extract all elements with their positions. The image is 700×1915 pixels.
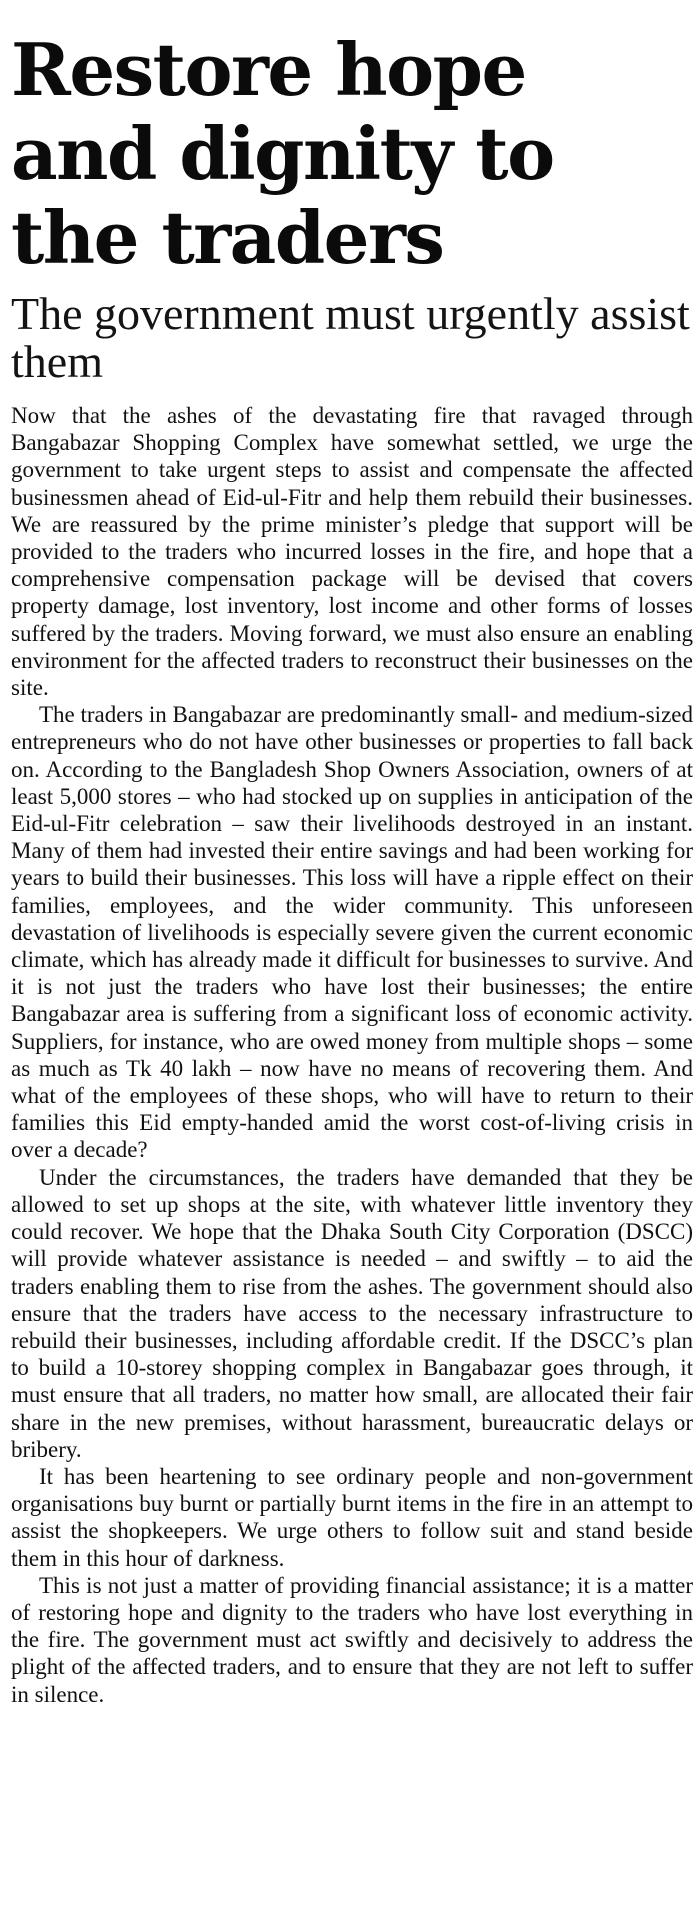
paragraph-1: Now that the ashes of the devastating fire that ravaged through Bangabazar Shopping Complex have somewhat settled, we urge the government to take urgent steps to assist and compensate the affected businessmen ahead of Eid-ul-Fitr and help them rebuild their businesses. We are reassured by the prime minister’s pledge that support will be provided to the traders who incurred losses in the fire, and hope that a comprehensive compensation package will be devised that covers property damage, lost inventory, lost income and other forms of losses suffered by the traders. Moving forward, we must also ensure an enabling environment for the affected traders to reconstruct their businesses on the site. (11, 403, 693, 701)
paragraph-5: This is not just a matter of providing financial assistance; it is a matter of restoring hope and dignity to the traders who have lost everything in the fire. The government must act swiftly and decisively to address the plight of the affected traders, and to ensure that they are not left to suffer in silence. (11, 1572, 693, 1707)
subheadline: The government must urgently assist them (11, 288, 690, 387)
article-body (11, 402, 693, 1708)
paragraph-3: Under the circumstances, the traders have demanded that they be allowed to set up shops at the site, with whatever little inventory they could recover. We hope that the Dhaka South City Corporation (DSCC) will provide whatever assistance is needed – and swiftly – to aid the traders enabling them to rise from the ashes. The government should also ensure that the traders have access to the necessary infrastructure to rebuild their businesses, including affordable credit. If the DSCC’s plan to build a 10-storey shopping complex in Bangabazar goes through, it must ensure that all traders, no matter how small, are allocated their fair share in the new premises, without harassment, bureaucratic delays or bribery. (11, 1164, 693, 1462)
paragraph-2: The traders in Bangabazar are predominantly small- and medium-sized entrepreneurs who do not have other businesses or properties to fall back on. According to the Bangladesh Shop Owners Association, owners of at least 5,000 stores – who had stocked up on supplies in anticipation of the Eid-ul-Fitr celebration – saw their livelihoods destroyed in an instant. Many of them had invested their entire savings and had been working for years to build their businesses. This loss will have a ripple effect on their families, employees, and the wider community. This unforeseen devastation of livelihoods is especially severe given the current economic climate, which has already made it difficult for businesses to survive. And it is not just the traders who have lost their businesses; the entire Bangabazar area is suffering from a significant loss of economic activity. Suppliers, for instance, who are owed money from multiple shops – some as much as Tk 40 lakh – now have no means of recovering them. And what of the employees of these shops, who will have to return to their families this Eid empty-handed amid the worst cost-of-living crisis in over a decade? (11, 702, 693, 1163)
paragraph-4: It has been heartening to see ordinary people and non-government organisations buy burnt or partially burnt items in the fire in an attempt to assist the shopkeepers. We urge others to follow suit and stand beside them in this hour of darkness. (11, 1463, 693, 1571)
headline: Restore hope and dignity to the traders (11, 27, 554, 280)
